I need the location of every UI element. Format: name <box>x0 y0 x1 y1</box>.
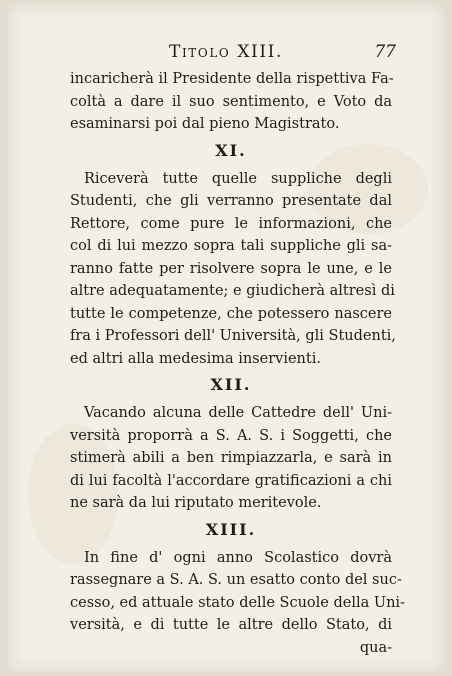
text-line: fra i Professori dell' Università, gli Studenti, <box>70 328 396 344</box>
intro-paragraph <box>70 68 392 136</box>
text-line: tutte le competenze, che potessero nascere <box>70 305 392 322</box>
book-page <box>8 4 444 672</box>
text-line: ed altri alla medesima inservienti. <box>70 350 321 367</box>
text-line: altre adequatamente; e giudicherà altresì di <box>70 283 395 299</box>
section-heading-xiii: XIII. <box>205 519 257 539</box>
text-line: coltà a dare il suo sentimento, e Voto da <box>70 93 392 110</box>
text-line: Vacando alcuna delle Cattedre dell' Uni- <box>84 405 392 421</box>
page-header <box>8 42 444 66</box>
text-line: In fine d' ogni anno Scolastico dovrà <box>84 549 392 566</box>
running-head: Titolo XIII. <box>169 42 283 62</box>
section-xii-paragraph <box>70 402 392 515</box>
catchword: qua- <box>359 639 392 656</box>
section-xiii-paragraph <box>70 547 405 660</box>
section-heading-xi: XI. <box>215 140 247 160</box>
text-line: versità proporrà a S. A. S. i Soggetti, che <box>70 427 392 444</box>
text-line: esaminarsi poi dal pieno Magistrato. <box>70 116 340 132</box>
section-xi-paragraph <box>70 168 396 371</box>
text-line: Rettore, come pure le informazioni, che <box>70 215 392 232</box>
text-line: ranno fatte per risolvere sopra le une, e le <box>70 260 392 277</box>
text-line: col di lui mezzo sopra tali suppliche gli sa- <box>70 238 392 254</box>
text-line: incaricherà il Presidente della rispettiva Fa- <box>70 71 394 87</box>
text-line: rassegnare a S. A. S. un esatto conto del suc- <box>70 572 402 588</box>
section-heading-xii: XII. <box>210 375 252 394</box>
text-line: Riceverà tutte quelle suppliche degli <box>84 170 392 187</box>
text-line: di lui facoltà l'accordare gratificazioni a chi <box>70 472 392 489</box>
text-line: stimerà abili a ben rimpiazzarla, e sarà in <box>70 450 392 466</box>
text-line: ne sarà da lui riputato meritevole. <box>70 495 322 511</box>
page-number: 77 <box>374 42 396 62</box>
text-line: Studenti, che gli verranno presentate dal <box>70 193 392 209</box>
page-body <box>70 68 405 659</box>
text-line: versità, e di tutte le altre dello Stato, di <box>70 617 392 633</box>
text-line: cesso, ed attuale stato delle Scuole della Uni- <box>70 594 405 611</box>
